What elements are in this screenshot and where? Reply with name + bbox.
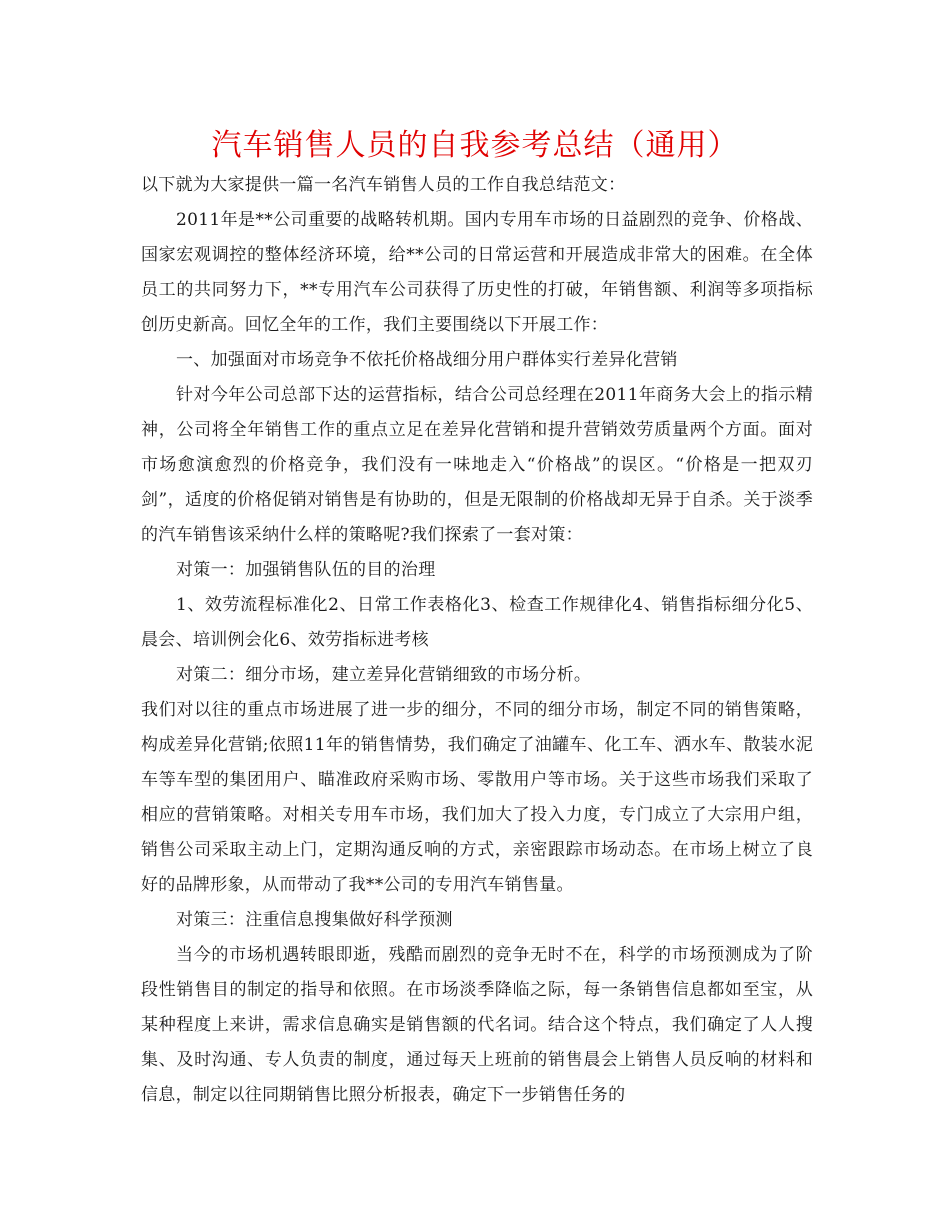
market-segment-paragraph: 我们对以往的重点市场进展了进一步的细分，不同的细分市场，制定不同的销售策略，构成差异化营销;依照11年的销售情势，我们确定了油罐车、化工车、洒水车、散装水泥车等车型的集团用户、瞄准政府采购市场、零散用户等市场。关于这些市场我们采取了相应的营销策略。对相关专用车市场，我们加大了投入力度，专门成立了大宗用户组，销售公司采取主动上门，定期沟通反响的方式，亲密跟踪市场动态。在市场上树立了良好的品牌形象，从而带动了我**公司的专用汽车销售量。 — [141, 700, 813, 895]
strategy-paragraph: 针对今年公司总部下达的运营指标，结合公司总经理在2011年商务大会上的指示精神，公司将全年销售工作的重点立足在差异化营销和提升营销效劳质量两个方面。面对市场愈演愈烈的价格竞争，我们没有一味地走入“价格战”的误区。“价格是一把双刃剑”，适度的价格促销对销售是有协助的，但是无限制的价格战却无异于自杀。关于淡季的汽车销售该采纳什么样的策略呢?我们探索了一套对策： — [141, 385, 813, 545]
document-body — [141, 168, 813, 1113]
measure-heading-1: 对策一：加强销售队伍的目的治理 — [176, 560, 436, 580]
measure-heading-3: 对策三：注重信息搜集做好科学预测 — [176, 910, 453, 930]
forecast-paragraph: 当今的市场机遇转眼即逝，残酷而剧烈的竞争无时不在，科学的市场预测成为了阶段性销售目的制定的指导和依照。在市场淡季降临之际，每一条销售信息都如至宝，从某种程度上来讲，需求信息确实是销售额的代名词。结合这个特点，我们确定了人人搜集、及时沟通、专人负责的制度，通过每天上班前的销售晨会上销售人员反响的材料和信息，制定以往同期销售比照分析报表，确定下一步销售任务的 — [141, 945, 813, 1105]
measure-heading-2: 对策二：细分市场，建立差异化营销细致的市场分析。 — [176, 665, 592, 685]
measure-list-paragraph: 1、效劳流程标准化2、日常工作表格化3、检查工作规律化4、销售指标细分化5、晨会、培训例会化6、效劳指标进考核 — [141, 595, 813, 650]
intro-paragraph: 以下就为大家提供一篇一名汽车销售人员的工作自我总结范文： — [141, 175, 626, 195]
overview-paragraph: 2011年是**公司重要的战略转机期。国内专用车市场的日益剧烈的竞争、价格战、国家宏观调控的整体经济环境，给**公司的日常运营和开展造成非常大的困难。在全体员工的共同努力下，**专用汽车公司获得了历史性的打破，年销售额、利润等多项指标创历史新高。回忆全年的工作，我们主要围绕以下开展工作： — [141, 210, 813, 335]
section-heading-1: 一、加强面对市场竞争不依托价格战细分用户群体实行差异化营销 — [176, 350, 678, 370]
document-title: 汽车销售人员的自我参考总结（通用） — [211, 128, 739, 163]
